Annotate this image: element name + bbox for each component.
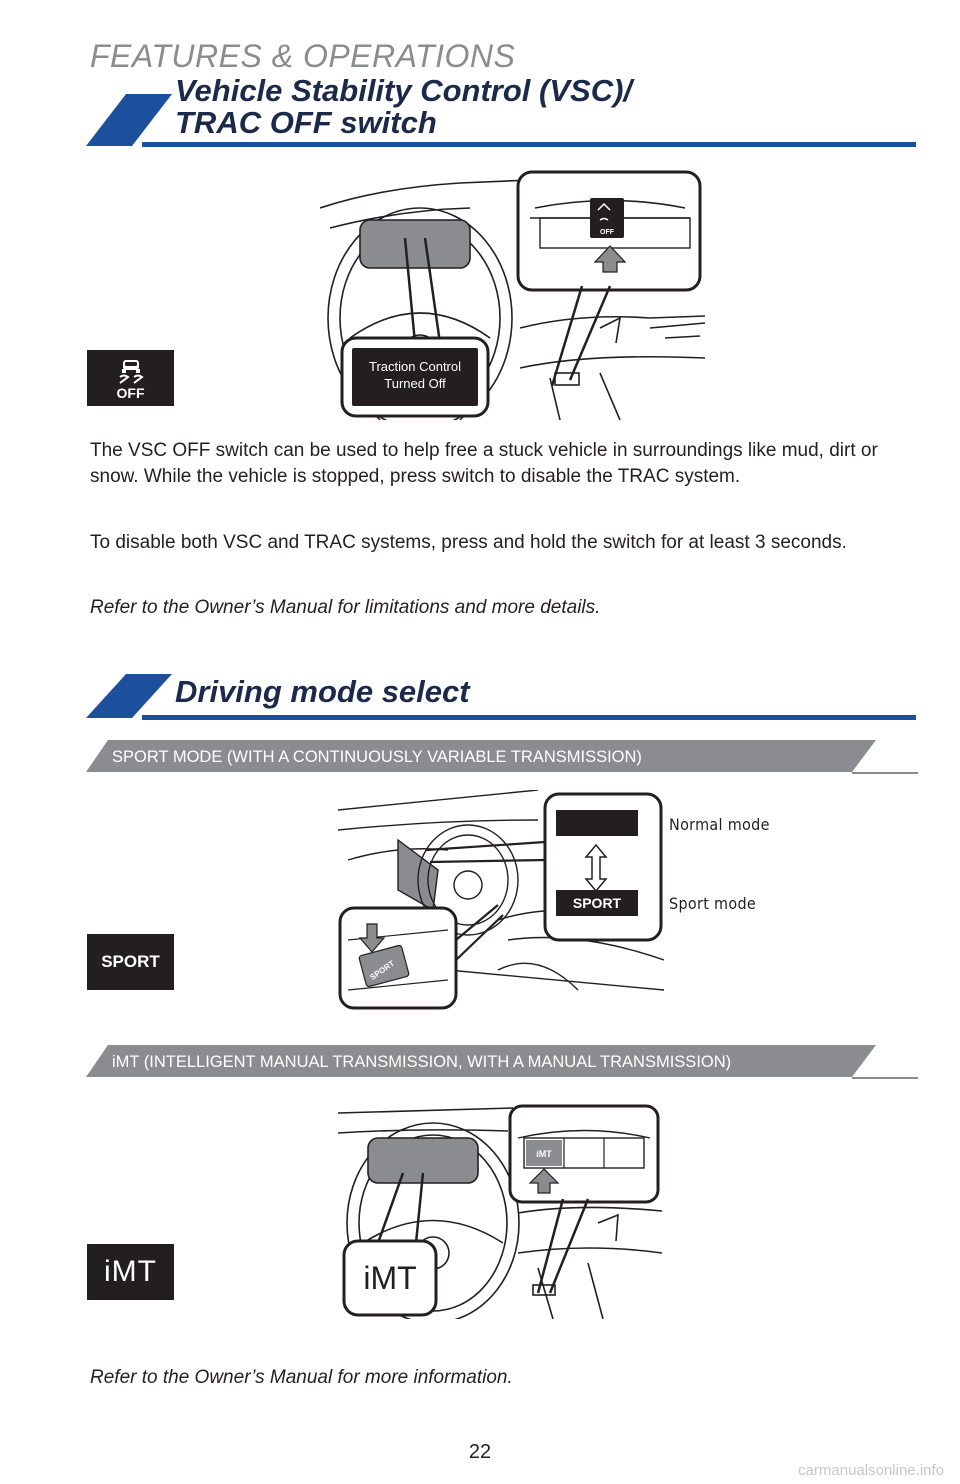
imt-display-label: iMT: [363, 1260, 417, 1296]
normal-mode-label: Normal mode: [669, 815, 770, 834]
vsc-title: [175, 75, 632, 139]
sport-banner-text: SPORT MODE (WITH A CONTINUOUSLY VARIABLE TRANSMISSION): [112, 748, 642, 766]
vsc-manual-note: Refer to the Owner’s Manual for limitations and more details.: [90, 597, 601, 618]
page-number: 22: [468, 1441, 492, 1463]
drive-mode-title: Driving mode select: [175, 674, 470, 709]
vsc-off-indicator-icon: [87, 350, 174, 406]
vsc-title-line1: Vehicle Stability Control (VSC)/: [175, 73, 633, 108]
vsc-switch-label: OFF: [600, 229, 614, 236]
section-kicker: FEATURES & OPERATIONS: [90, 38, 516, 74]
sport-display-label: SPORT: [572, 895, 622, 911]
imt-switch-label: iMT: [536, 1149, 552, 1159]
traction-message-line1: Traction Control: [369, 359, 461, 374]
traction-message-line2: Turned Off: [384, 376, 446, 391]
vsc-description: The VSC OFF switch can be used to help free a stuck vehicle in surroundings like mud, dirt or snow. While the vehicle is stopped, press switch to disable the TRAC system.: [90, 440, 878, 487]
vsc-dashboard-illustration: [320, 168, 705, 420]
skid-car-icon: [116, 357, 146, 387]
vsc-icon-label: OFF: [116, 384, 145, 401]
sport-indicator-icon: SPORT: [87, 934, 174, 990]
imt-banner-text: iMT (INTELLIGENT MANUAL TRANSMISSION, WITH A MANUAL TRANSMISSION): [112, 1053, 732, 1071]
sport-mode-label: Sport mode: [669, 894, 757, 913]
watermark: carmanualsonline.info: [798, 1462, 944, 1479]
imt-dashboard-illustration: [338, 1103, 662, 1319]
imt-indicator-icon: iMT: [87, 1244, 174, 1300]
sport-mode-illustration: [338, 790, 664, 1012]
vsc-hold-instruction: To disable both VSC and TRAC systems, press and hold the switch for at least 3 seconds.: [90, 532, 847, 553]
drive-mode-manual-note: Refer to the Owner’s Manual for more information.: [90, 1367, 513, 1388]
vsc-title-line2: TRAC OFF switch: [175, 105, 437, 140]
sport-button-label: SPORT: [368, 958, 397, 983]
